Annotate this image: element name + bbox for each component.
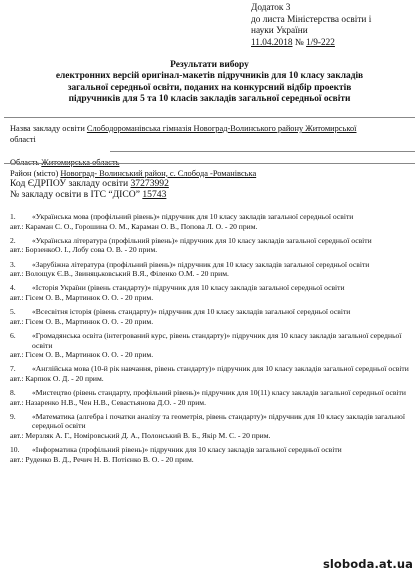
item-number: 6.	[10, 330, 16, 340]
item-authors: авт.: Руденко В. Д., Речич Н. В. Потієнко В. О. - 20 прим.	[10, 454, 194, 464]
list-item	[10, 212, 415, 231]
title-line: Результати вибору	[170, 60, 249, 70]
annex-number: 1/9-222	[306, 37, 335, 48]
its-row	[10, 190, 415, 201]
annex-line: до листа Міністерства освіти і	[251, 14, 372, 25]
school-name-value-2: області	[10, 134, 36, 144]
edrpou-label: Код ЄДРПОУ закладу освіти	[10, 178, 129, 189]
list-item	[10, 364, 415, 383]
district-label: Район (місто)	[10, 168, 59, 178]
list-item	[10, 260, 415, 279]
item-text: «Історія України (рівень стандарту)» підручник для 10 класу закладів загальної середньої освіти	[32, 283, 345, 293]
region-value: Житомирська область	[41, 158, 120, 167]
item-text: «Українська література (профільний рівень)» підручник для 10 класу закладів загальної середньої освіти	[32, 235, 372, 245]
school-fields	[10, 124, 415, 200]
item-authors: авт.: Мерзляк А. Г., Номіровський Д. А., Полонський В. Б., Якір М. С. - 20 прим.	[10, 431, 271, 441]
item-authors: авт.: Карпюк О. Д. - 20 прим.	[10, 373, 104, 383]
annex-date-line	[251, 38, 416, 50]
item-number: 4.	[10, 283, 16, 293]
item-text: «Зарубіжна література (профільний рівень)» підручник для 10 класу закладів загальної середньої освіти	[32, 259, 370, 269]
region-label: Область	[10, 158, 40, 167]
list-item	[10, 307, 415, 326]
divider	[4, 163, 415, 164]
list-item	[10, 236, 415, 255]
divider	[4, 117, 415, 118]
title-line: підручників для 5 та 10 класів закладів загальної середньої освіти	[68, 94, 351, 105]
item-number: 5.	[10, 307, 16, 317]
annex-block	[251, 3, 416, 49]
annex-number-prefix: №	[294, 37, 304, 48]
school-name-row-2	[10, 135, 415, 146]
list-item	[10, 412, 415, 441]
item-authors: авт.: Гісем О. В., Мартинюк О. О. - 20 прим.	[10, 292, 154, 302]
document-title	[0, 60, 419, 106]
item-authors: авт.: Назаренко Н.В., Чен Н.В., Севастьянова Д.О. - 20 прим.	[10, 397, 206, 407]
annex-line: Додаток 3	[251, 3, 291, 13]
annex-line: науки України	[251, 26, 308, 37]
item-authors: авт.: Волощук Є.В., Звиняцьковський В.Я., Філенко О.М. - 20 прим.	[10, 269, 229, 279]
school-name-row	[10, 124, 415, 135]
item-authors: авт.: Гісем О. В., Мартинюк О. О. - 20 прим.	[10, 350, 154, 360]
school-name-label: Назва закладу освіти	[10, 124, 85, 133]
item-text: «Мистецтво (рівень стандарту, профільний рівень)» підручник для 10(11) класу закладів загальної середньої освіти	[32, 388, 406, 398]
its-value: 15743	[142, 188, 167, 200]
title-line: загальної середньої освіти, поданих на конкурсний відбір проектів	[67, 82, 352, 93]
item-authors: авт.: Гісем О. В., Мартинюк О. О. - 20 прим.	[10, 316, 154, 326]
title-line: електронних версій оригінал-макетів підручників для 10 класу закладів	[55, 71, 364, 82]
item-authors: авт.: БорзенкоО. І., Лобу сова О. В. - 20 прим.	[10, 245, 158, 255]
its-label: № закладу освіти в ІТС “ДІСО”	[10, 188, 140, 200]
list-item	[10, 388, 415, 407]
item-text: «Англійська мова (10-й рік навчання, рівень стандарту)» підручник для 10 класу закладів загальної середньої освіти	[32, 364, 409, 374]
item-authors: авт.: Караман С. О., Горошина О. М., Караман О. В., Попова Л. О. - 20 прим.	[10, 221, 258, 231]
item-number: 8.	[10, 388, 16, 398]
site-watermark: sloboda.at.ua	[322, 557, 413, 571]
item-number: 9.	[10, 411, 16, 421]
item-text: «Інформатика (профільний рівень)» підручник для 10 класу закладів загальної середньої освіти	[32, 445, 342, 455]
item-number: 7.	[10, 364, 16, 374]
district-value: Новоград- Волинський район, с. Слобода -Романівська	[60, 168, 257, 178]
item-text: «Громадянська освіта (інтегрований курс, рівень стандарту)» підручник для 10 класу закладів загальної середньої освіти	[32, 330, 402, 350]
list-item	[10, 331, 415, 360]
list-item	[10, 283, 415, 302]
item-text: «Українська мова (профільний рівень)» підручник для 10 класу закладів загальної середньої освіти	[32, 212, 354, 221]
textbook-list	[10, 212, 415, 469]
item-number: 3.	[10, 259, 16, 269]
annex-date: 11.04.2018	[251, 37, 293, 48]
item-text: «Математика (алгебра і початки аналізу та геометрія, рівень стандарту)» підручник для 10 класу закладів загальної середньої освіти	[32, 411, 405, 431]
edrpou-value: 37273992	[130, 178, 169, 189]
item-number: 2.	[10, 235, 16, 245]
item-number: 10.	[10, 445, 20, 455]
list-item	[10, 445, 415, 464]
underline-rule	[110, 151, 415, 152]
item-text: «Всесвітня історія (рівень стандарту)» підручник для 10 класу закладів загальної середньої освіти	[32, 307, 351, 317]
school-name-value: Слободороманівська гімназія Новоград-Волинського району Житомирської	[86, 124, 357, 133]
item-number: 1.	[10, 212, 16, 221]
